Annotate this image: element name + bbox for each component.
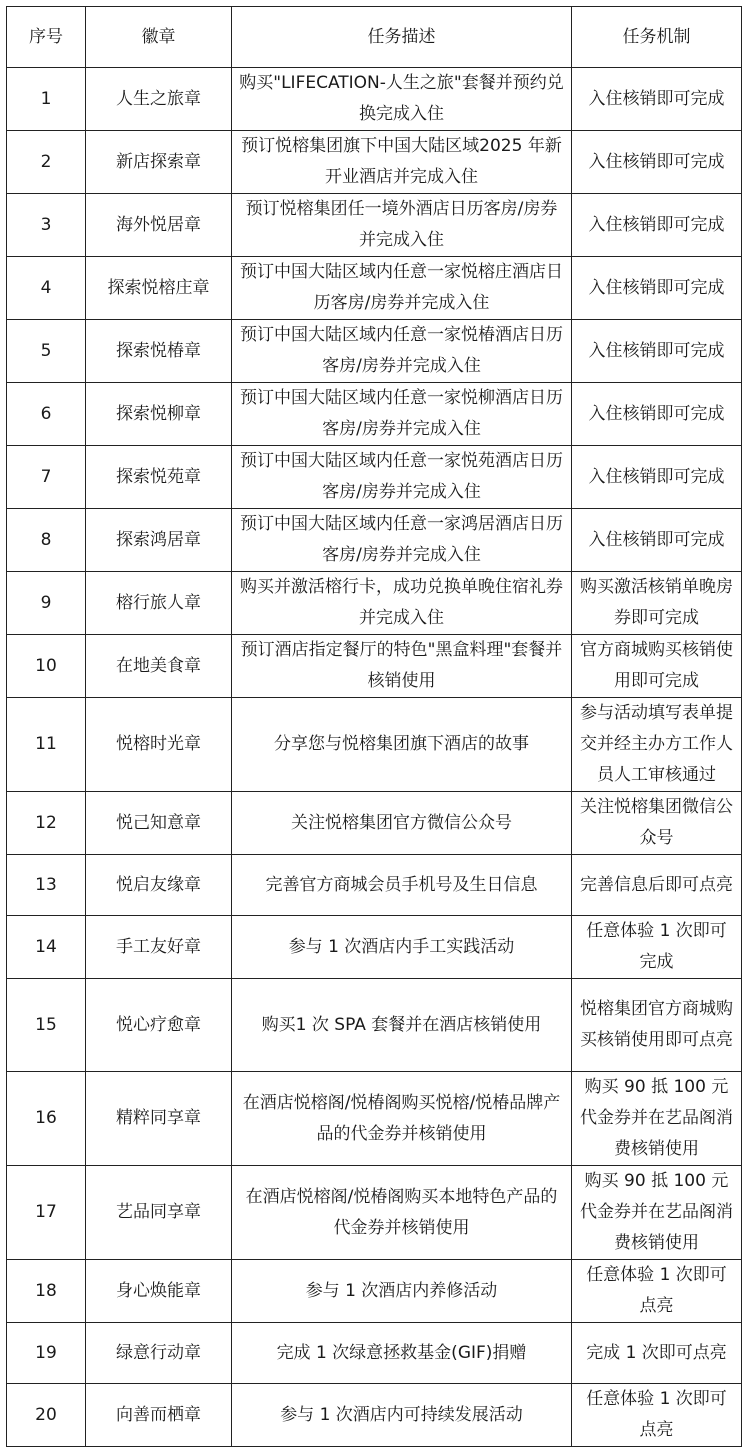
- row-mechanism: 悦榕集团官方商城购买核销使用即可点亮: [572, 979, 742, 1072]
- table-row: [7, 383, 742, 446]
- row-mechanism: 购买 90 抵 100 元代金券并在艺品阁消费核销使用: [572, 1072, 742, 1166]
- table-row: [7, 1072, 742, 1166]
- row-mechanism: 完善信息后即可点亮: [572, 855, 742, 916]
- row-mechanism: 购买 90 抵 100 元代金券并在艺品阁消费核销使用: [572, 1166, 742, 1260]
- row-badge: 海外悦居章: [86, 194, 232, 257]
- row-description: 预订中国大陆区域内任意一家鸿居酒店日历客房/房券并完成入住: [232, 509, 572, 572]
- table-row: [7, 509, 742, 572]
- row-index: 11: [7, 698, 86, 792]
- row-mechanism: 入住核销即可完成: [572, 383, 742, 446]
- row-index: 3: [7, 194, 86, 257]
- row-mechanism: 任意体验 1 次即可完成: [572, 916, 742, 979]
- badge-task-table: [6, 6, 742, 1447]
- table-row: [7, 979, 742, 1072]
- header-badge: 徽章: [86, 7, 232, 68]
- row-badge: 探索悦榕庄章: [86, 257, 232, 320]
- table-row: [7, 320, 742, 383]
- row-description: 预订悦榕集团任一境外酒店日历客房/房券并完成入住: [232, 194, 572, 257]
- row-index: 5: [7, 320, 86, 383]
- row-description: 在酒店悦榕阁/悦椿阁购买悦榕/悦椿品牌产品的代金券并核销使用: [232, 1072, 572, 1166]
- row-description: 完成 1 次绿意拯救基金(GIF)捐赠: [232, 1323, 572, 1384]
- row-description: 预订酒店指定餐厅的特色"黑盒料理"套餐并核销使用: [232, 635, 572, 698]
- row-badge: 精粹同享章: [86, 1072, 232, 1166]
- row-description: 购买1 次 SPA 套餐并在酒店核销使用: [232, 979, 572, 1072]
- row-badge: 探索鸿居章: [86, 509, 232, 572]
- row-badge: 在地美食章: [86, 635, 232, 698]
- row-description: 分享您与悦榕集团旗下酒店的故事: [232, 698, 572, 792]
- row-description: 预订中国大陆区域内任意一家悦椿酒店日历客房/房券并完成入住: [232, 320, 572, 383]
- row-mechanism: 任意体验 1 次即可点亮: [572, 1260, 742, 1323]
- row-description: 预订中国大陆区域内任意一家悦柳酒店日历客房/房券并完成入住: [232, 383, 572, 446]
- row-index: 18: [7, 1260, 86, 1323]
- row-description: 购买并激活榕行卡，成功兑换单晚住宿礼券并完成入住: [232, 572, 572, 635]
- table-row: [7, 572, 742, 635]
- row-index: 7: [7, 446, 86, 509]
- row-mechanism: 入住核销即可完成: [572, 257, 742, 320]
- row-index: 16: [7, 1072, 86, 1166]
- row-index: 6: [7, 383, 86, 446]
- table-row: [7, 635, 742, 698]
- table-row: [7, 194, 742, 257]
- row-description: 完善官方商城会员手机号及生日信息: [232, 855, 572, 916]
- row-badge: 探索悦柳章: [86, 383, 232, 446]
- row-badge: 探索悦苑章: [86, 446, 232, 509]
- row-description: 在酒店悦榕阁/悦椿阁购买本地特色产品的代金券并核销使用: [232, 1166, 572, 1260]
- row-badge: 新店探索章: [86, 131, 232, 194]
- row-index: 17: [7, 1166, 86, 1260]
- table-row: [7, 855, 742, 916]
- header-mechanism: 任务机制: [572, 7, 742, 68]
- table-row: [7, 257, 742, 320]
- row-badge: 绿意行动章: [86, 1323, 232, 1384]
- table-row: [7, 68, 742, 131]
- row-index: 9: [7, 572, 86, 635]
- row-index: 8: [7, 509, 86, 572]
- table-row: [7, 1166, 742, 1260]
- row-index: 15: [7, 979, 86, 1072]
- row-index: 1: [7, 68, 86, 131]
- table-row: [7, 1260, 742, 1323]
- row-badge: 艺品同享章: [86, 1166, 232, 1260]
- row-description: 预订中国大陆区域内任意一家悦苑酒店日历客房/房券并完成入住: [232, 446, 572, 509]
- row-badge: 身心焕能章: [86, 1260, 232, 1323]
- row-index: 14: [7, 916, 86, 979]
- row-badge: 悦启友缘章: [86, 855, 232, 916]
- row-mechanism: 官方商城购买核销使用即可完成: [572, 635, 742, 698]
- row-badge: 向善而栖章: [86, 1384, 232, 1447]
- row-description: 参与 1 次酒店内养修活动: [232, 1260, 572, 1323]
- row-index: 20: [7, 1384, 86, 1447]
- row-index: 13: [7, 855, 86, 916]
- row-badge: 榕行旅人章: [86, 572, 232, 635]
- table-header-row: [7, 7, 742, 68]
- table-row: [7, 1323, 742, 1384]
- table-row: [7, 698, 742, 792]
- row-mechanism: 完成 1 次即可点亮: [572, 1323, 742, 1384]
- row-index: 12: [7, 792, 86, 855]
- row-mechanism: 入住核销即可完成: [572, 194, 742, 257]
- row-badge: 探索悦椿章: [86, 320, 232, 383]
- row-mechanism: 入住核销即可完成: [572, 320, 742, 383]
- row-mechanism: 入住核销即可完成: [572, 509, 742, 572]
- row-description: 关注悦榕集团官方微信公众号: [232, 792, 572, 855]
- header-description: 任务描述: [232, 7, 572, 68]
- row-mechanism: 入住核销即可完成: [572, 446, 742, 509]
- table-row: [7, 446, 742, 509]
- row-mechanism: 入住核销即可完成: [572, 131, 742, 194]
- row-badge: 悦心疗愈章: [86, 979, 232, 1072]
- row-index: 4: [7, 257, 86, 320]
- row-description: 购买"LIFECATION-人生之旅"套餐并预约兑换完成入住: [232, 68, 572, 131]
- row-badge: 人生之旅章: [86, 68, 232, 131]
- row-mechanism: 购买激活核销单晚房券即可完成: [572, 572, 742, 635]
- row-mechanism: 参与活动填写表单提交并经主办方工作人员人工审核通过: [572, 698, 742, 792]
- row-description: 参与 1 次酒店内手工实践活动: [232, 916, 572, 979]
- row-mechanism: 入住核销即可完成: [572, 68, 742, 131]
- header-index: 序号: [7, 7, 86, 68]
- row-badge: 悦己知意章: [86, 792, 232, 855]
- row-badge: 悦榕时光章: [86, 698, 232, 792]
- row-mechanism: 任意体验 1 次即可点亮: [572, 1384, 742, 1447]
- row-mechanism: 关注悦榕集团微信公众号: [572, 792, 742, 855]
- row-index: 2: [7, 131, 86, 194]
- row-description: 参与 1 次酒店内可持续发展活动: [232, 1384, 572, 1447]
- row-description: 预订中国大陆区域内任意一家悦榕庄酒店日历客房/房券并完成入住: [232, 257, 572, 320]
- table-row: [7, 131, 742, 194]
- row-description: 预订悦榕集团旗下中国大陆区域2025 年新开业酒店并完成入住: [232, 131, 572, 194]
- row-badge: 手工友好章: [86, 916, 232, 979]
- row-index: 10: [7, 635, 86, 698]
- table-row: [7, 916, 742, 979]
- badge-task-table-container: [6, 6, 741, 1447]
- row-index: 19: [7, 1323, 86, 1384]
- table-row: [7, 792, 742, 855]
- table-row: [7, 1384, 742, 1447]
